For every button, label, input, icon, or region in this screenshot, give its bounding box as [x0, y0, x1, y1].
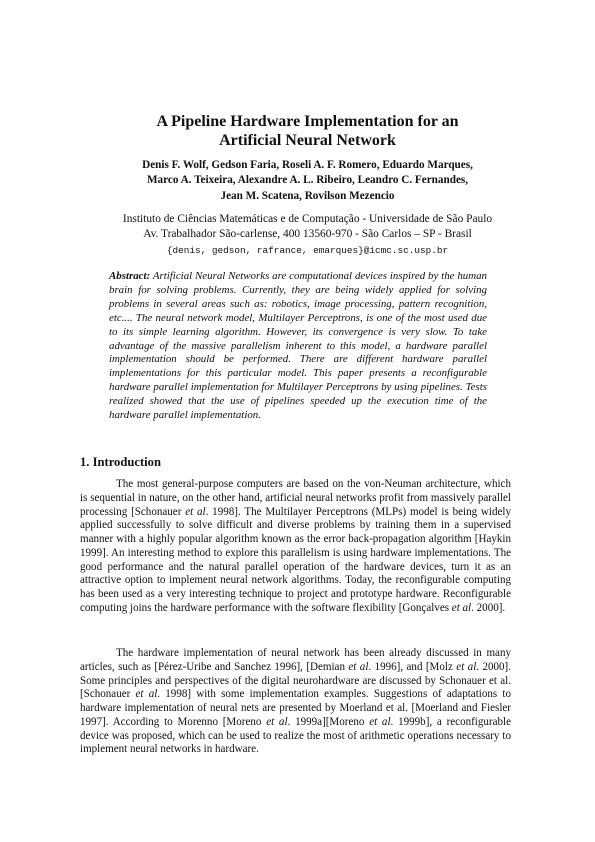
p2-text-e: . 2000]. Some principles and perspectives of the digital neurohardware are discussed by Schonauer et al. [Schonauer — [80, 660, 511, 701]
affiliation-line-2: Av. Trabalhador São-carlense, 400 13560-970 - São Carlos – SP - Brasil — [143, 228, 472, 240]
authors-line-1: Denis F. Wolf, Gedson Faria, Roseli A. F. Romero, Eduardo Marques, — [142, 159, 473, 171]
p1-etal-1: et al — [185, 505, 206, 518]
p2-text-c: . 1996], and [Molz — [368, 660, 457, 673]
p1-text-a: The most general-purpose computers are based on the von-Neuman architecture, which is sequential in nature, on the other hand, artificial neural networks profit from massively parallel processing [Schonauer — [80, 478, 511, 518]
section-heading-introduction: 1. Introduction — [80, 455, 161, 469]
authors-line-2: Marco A. Teixeira, Alexandre A. L. Ribeiro, Leandro C. Fernandes, — [146, 174, 469, 187]
p1-text-e: . 2000]. — [471, 601, 506, 614]
p2-etal-4: et al — [266, 715, 288, 728]
intro-paragraph-2 — [80, 647, 511, 757]
author-emails: {denis, gedson, rafrance, emarques}@icmc.sc.usp.br — [166, 245, 449, 256]
p1-text-c: . 1998]. The Multilayer Perceptrons (MLPs) model is being widely applied successfully to solve difficult and diverse problems by training them in a supervised manner with a highly popular algorithm known as the error back-propagation algorithm [Haykin 1999]. An interesting method to explore this parallelism is using hardware implementations. The good performance and the natural parallel operation of the hardware devices, turn it as an attractive option to implement neural network algorithms. Today, the reconfigurable computing has been used as a very interesting technique to project and prototype hardware. Reconfigurable computing joins the hardware performance with the software flexibility [Gonçalves — [80, 505, 511, 614]
intro-paragraph-1 — [80, 478, 511, 616]
p2-text-a: The hardware implementation of neural network has been already discussed in many articles, such as [Pérez-Uribe and Sanchez 1996], [Demian — [80, 647, 511, 673]
p2-text-k: . 1999b], a reconfigurable device was proposed, which can be used to realize the most of arithmetic operations necessary to implement neural networks in hardware. — [80, 715, 511, 756]
affiliation — [60, 212, 555, 242]
author-list — [60, 158, 555, 204]
p1-etal-2: et al — [451, 601, 472, 614]
p2-text-g: . 1998] with some implementation examples. Suggestions of adaptations to hardware implementation of neural nets are presented by Moerland et al. [Moerland and Fiesler 1997]. According to Morenno [Moreno — [80, 688, 511, 728]
p2-etal-3: et al — [135, 688, 158, 701]
abstract-text: Artificial Neural Networks are computational devices inspired by the human brain for solving problems. Currently, they are being widely applied for solving problems in several areas such as: robotics, image processing, pattern recognition, etc.... The neural network model, Multilayer Perceptrons, is one of the most used due to its simple learning algorithm. However, its convergence is very slow. To take advantage of the massive parallelism inherent to this model, a hardware parallel implementation should be performed. There are different hardware parallel implementations for this particular model. This paper presents a reconfigurable hardware parallel implementation for Multilayer Perceptrons by using pipelines. Tests realized showed that the use of pipelines speeded up the execution time of the hardware parallel implementation. — [109, 270, 488, 422]
affiliation-line-1: Instituto de Ciências Matemáticas e de Computação - Universidade de São Paulo — [122, 213, 493, 225]
abstract-label: Abstract: — [109, 270, 151, 282]
p2-etal-5: et al — [369, 715, 391, 728]
p2-etal-1: et al — [348, 660, 369, 673]
p2-etal-2: et al — [456, 660, 477, 673]
title-line-2: Artificial Neural Network — [219, 132, 396, 149]
title-line-1: A Pipeline Hardware Implementation for an — [156, 113, 459, 130]
authors-line-3: Jean M. Scatena, Rovilson Mezencio — [220, 189, 395, 202]
paper-title — [60, 112, 555, 150]
p2-text-i: . 1999a][Moreno — [287, 715, 370, 728]
abstract — [109, 270, 487, 423]
